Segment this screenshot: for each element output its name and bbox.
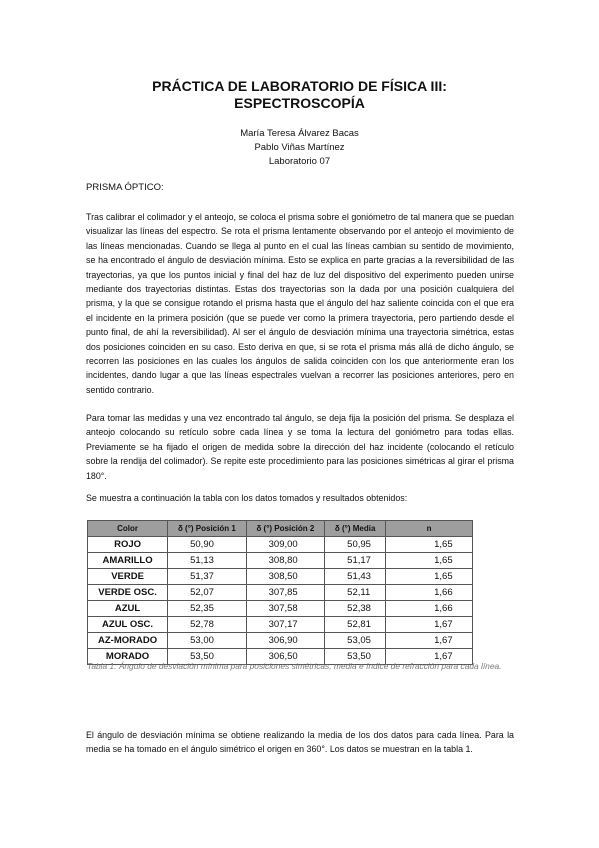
table-cell: 309,00: [246, 537, 325, 553]
table-cell: 53,05: [325, 633, 386, 649]
table-header-row: [88, 521, 473, 537]
table-cell: 50,90: [168, 537, 247, 553]
table-cell: 1,65: [386, 537, 473, 553]
table-cell: 53,50: [325, 649, 386, 665]
body-paragraph: Para tomar las medidas y una vez encontrado tal ángulo, se deja fija la posición del prisma. Se desplaza el anteojo colocando su retículo sobre cada línea y se toma la lectura del goniómetro para todas ellas. Previamente se ha fijado el origen de medida sobre la dirección del haz incidente (colocando el retículo sobre la rendija del colimador). Se repite este procedimiento para las posiciones simétricas al girar el prisma 180°.: [86, 413, 514, 481]
table-cell: 51,17: [325, 553, 386, 569]
color-cell: VERDE: [88, 569, 168, 585]
column-header: n: [386, 521, 473, 537]
table-cell: 306,90: [246, 633, 325, 649]
table-cell: 1,67: [386, 633, 473, 649]
body-paragraph: El ángulo de desviación mínima se obtiene realizando la media de los dos datos para cada línea. Para la media se ha tomado en el ángulo simétrico el origen en 360°. Los datos se muestran en la tabla 1.: [86, 730, 514, 755]
table-cell: 1,65: [386, 569, 473, 585]
table-cell: 51,43: [325, 569, 386, 585]
table-cell: 308,80: [246, 553, 325, 569]
table-row: [88, 617, 473, 633]
section-heading: PRISMA ÓPTICO:: [86, 182, 164, 193]
lab-group: Laboratorio 07: [268, 156, 331, 167]
color-cell: AZUL OSC.: [88, 617, 168, 633]
column-header: Color: [88, 521, 168, 537]
author-name: Pablo Viñas Martínez: [254, 142, 345, 153]
results-table: [87, 520, 473, 665]
table-cell: 52,38: [325, 601, 386, 617]
color-cell: MORADO: [88, 649, 168, 665]
table-row: [88, 537, 473, 553]
color-cell: AZ-MORADO: [88, 633, 168, 649]
table-cell: 307,17: [246, 617, 325, 633]
column-header: δ (°) Posición 1: [168, 521, 247, 537]
table-cell: 1,66: [386, 601, 473, 617]
body-paragraph: Se muestra a continuación la tabla con los datos tomados y resultados obtenidos:: [86, 493, 408, 503]
body-paragraph: Tras calibrar el colimador y el anteojo, se coloca el prisma sobre el goniómetro de tal manera que se puedan visualizar las líneas del espectro. Se rota el prisma lentamente observando por el anteojo el movimiento de las líneas mencionadas. Cuando se llega al punto en el cual las líneas cambian su sentido de movimiento, se ha encontrado el ángulo de desviación mínima. Esto se explica en parte gracias a la reversibilidad de las trayectorias, ya que los puntos inicial y final del haz de luz del dispositivo del experimento pueden unirse mediante dos trayectorias distintas. Estas dos trayectorias son la dada por una posición cualquiera del prisma, y la que se consigue rotando el prisma hasta que el ángulo del haz saliente coincida con el que era el incidente en la primera posición (que se puede ver como la primera trayectoria, pero partiendo desde el punto final, de ahí la reversibilidad). Al ser el ángulo de desviación mínima una trayectoria simétrica, estas dos posiciones coinciden en su caso. Esto deriva en que, si se rota el prisma más allá de dicho ángulo, se recorren las posiciones en las cuales los ángulos de salida coinciden con los que anteriormente eran los incidentes, dando lugar a que las líneas espectrales vuelvan a recorrer las posiciones anteriores, pero en sentido contrario.: [86, 212, 514, 395]
table-cell: 52,07: [168, 585, 247, 601]
table-row: [88, 585, 473, 601]
table-cell: 52,81: [325, 617, 386, 633]
table-cell: 50,95: [325, 537, 386, 553]
table-cell: 1,67: [386, 649, 473, 665]
color-cell: AMARILLO: [88, 553, 168, 569]
table-cell: 51,37: [168, 569, 247, 585]
document-subtitle: ESPECTROSCOPÍA: [234, 95, 365, 111]
table-cell: 52,35: [168, 601, 247, 617]
table-caption: Tabla 1: Ángulo de desviación mínima para posiciones simétricas, media e índice de refracción para cada línea.: [87, 661, 502, 671]
table-cell: 52,78: [168, 617, 247, 633]
table-cell: 1,65: [386, 553, 473, 569]
table-cell: 1,67: [386, 617, 473, 633]
table-cell: 53,50: [168, 649, 247, 665]
color-cell: ROJO: [88, 537, 168, 553]
table-row: [88, 633, 473, 649]
table-cell: 53,00: [168, 633, 247, 649]
color-cell: AZUL: [88, 601, 168, 617]
table-row: [88, 569, 473, 585]
column-header: δ (°) Posición 2: [246, 521, 325, 537]
author-name: María Teresa Álvarez Bacas: [240, 128, 359, 139]
table-row: [88, 601, 473, 617]
table-cell: 306,50: [246, 649, 325, 665]
color-cell: VERDE OSC.: [88, 585, 168, 601]
table-cell: 51,13: [168, 553, 247, 569]
column-header: δ (°) Media: [325, 521, 386, 537]
table-row: [88, 553, 473, 569]
document-title: PRÁCTICA DE LABORATORIO DE FÍSICA III:: [152, 78, 447, 94]
table-cell: 307,58: [246, 601, 325, 617]
table-cell: 1,66: [386, 585, 473, 601]
table-cell: 307,85: [246, 585, 325, 601]
table-cell: 52,11: [325, 585, 386, 601]
table-cell: 308,50: [246, 569, 325, 585]
